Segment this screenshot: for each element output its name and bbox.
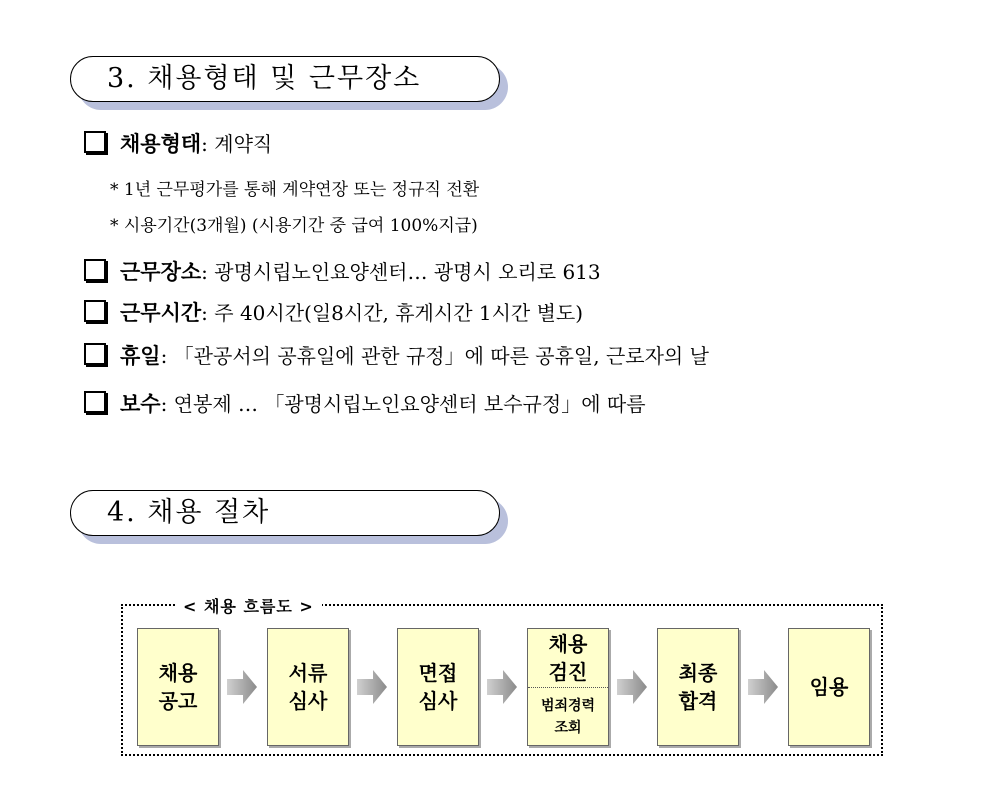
step-document-review <box>267 628 349 746</box>
checkbox-icon <box>84 343 106 365</box>
item-key: 채용형태 <box>120 132 202 156</box>
arrow-right-icon <box>748 670 778 704</box>
item-value: 광명시립노인요양센터… 광명시 오리로 613 <box>207 260 601 284</box>
item-key: 휴일 <box>120 344 161 368</box>
note-2: * 시용기간(3개월) (시용기간 중 급여 100%지급) <box>110 216 478 236</box>
step-label: 채용 검진 <box>548 632 588 684</box>
step-label: 서류 심사 <box>288 661 328 713</box>
step-announcement <box>137 628 219 746</box>
item-value: 연봉제 … 「광명시립노인요양센터 보수규정」에 따름 <box>167 392 646 416</box>
item-sep: : <box>201 260 208 284</box>
step-interview <box>397 628 479 746</box>
item-workplace <box>84 256 601 286</box>
item-sep: : <box>160 344 168 368</box>
step-label: 최종 합격 <box>678 661 718 713</box>
step-label: 채용 공고 <box>158 661 198 713</box>
arrow-right-icon <box>227 670 257 704</box>
item-value: 주 40시간(일8시간, 휴게시간 1시간 별도) <box>207 301 584 325</box>
step-sublabel: 범죄경력 조회 <box>540 697 596 736</box>
step-final-pass <box>657 628 739 746</box>
arrow-right-icon <box>357 670 387 704</box>
item-key: 근무장소 <box>120 260 202 284</box>
item-value: 「관공서의 공휴일에 관한 규정」에 따른 공휴일, 근로자의 날 <box>167 344 709 368</box>
checkbox-icon <box>84 391 106 413</box>
checkbox-icon <box>84 259 106 281</box>
item-work-hours <box>84 297 583 327</box>
item-key: 근무시간 <box>120 301 202 325</box>
arrow-right-icon <box>617 670 647 704</box>
note-1: * 1년 근무평가를 통해 계약연장 또는 정규직 전환 <box>110 180 480 200</box>
checkbox-icon <box>84 131 106 153</box>
step-label: 면접 심사 <box>418 661 458 713</box>
step-appointment <box>788 628 870 746</box>
step-label: 임용 <box>809 675 849 699</box>
checkbox-icon <box>84 300 106 322</box>
item-key: 보수 <box>120 392 161 416</box>
item-employment-type <box>84 128 272 158</box>
section-4-title: 4. 채용 절차 <box>70 490 500 536</box>
item-sep: : <box>160 392 168 416</box>
step-health-check <box>527 628 609 746</box>
flow-title: < 채용 흐름도 > <box>175 594 322 617</box>
item-sep: : <box>201 132 208 156</box>
arrow-right-icon <box>487 670 517 704</box>
item-value: 계약직 <box>207 132 273 156</box>
section-3-title: 3. 채용형태 및 근무장소 <box>70 56 500 102</box>
item-sep: : <box>201 301 208 325</box>
item-salary <box>84 388 646 418</box>
item-holidays <box>84 340 709 370</box>
